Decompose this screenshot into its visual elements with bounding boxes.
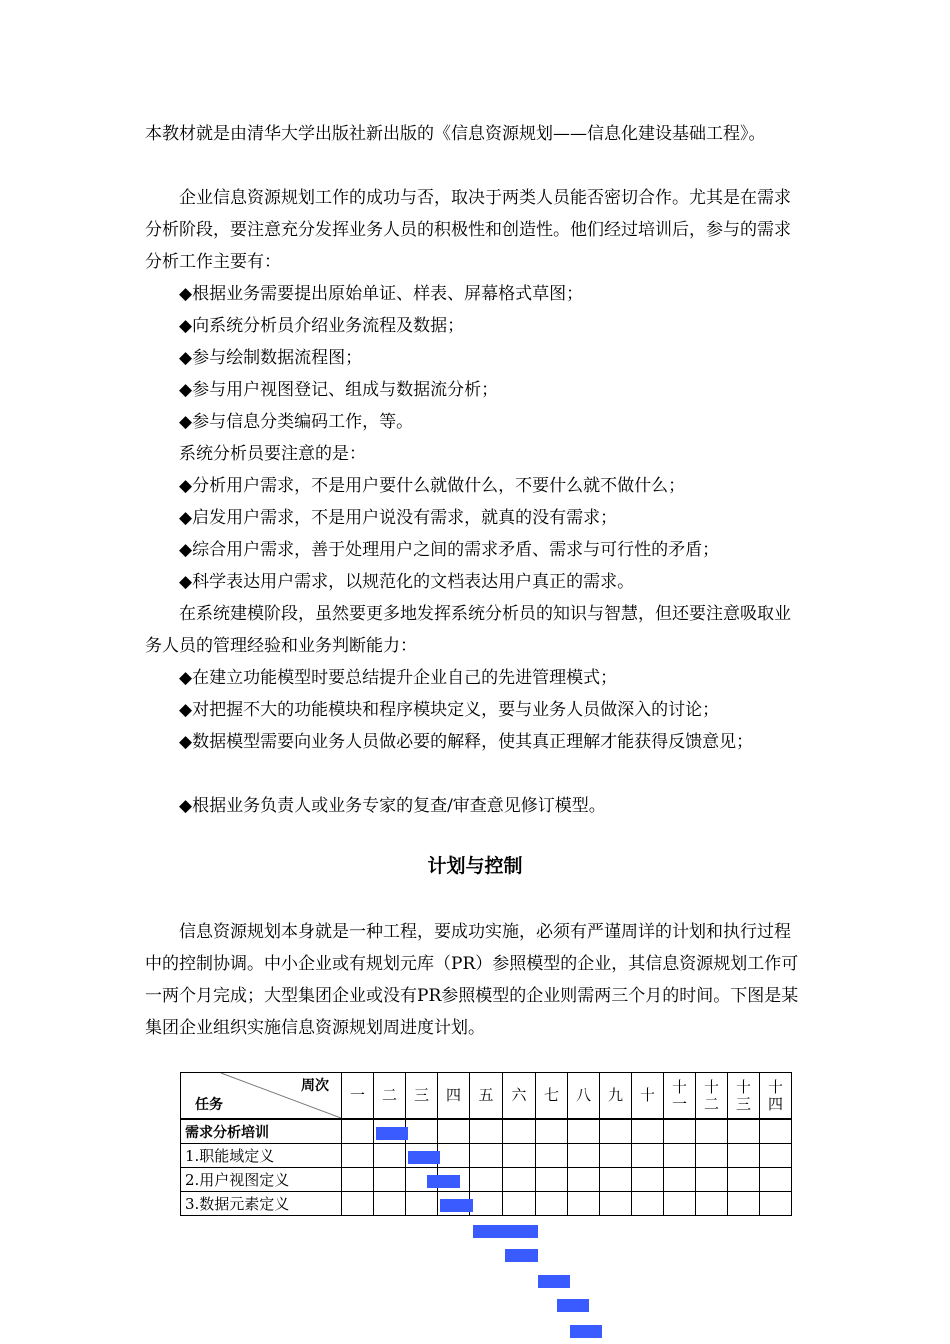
gantt-bar <box>408 1151 440 1164</box>
gantt-bar <box>376 1127 408 1140</box>
week-header-cell: 一 <box>342 1073 374 1120</box>
bullet-item: ◆参与用户视图登记、组成与数据流分析； <box>179 380 499 400</box>
task-axis-label: 任务 <box>195 1097 223 1113</box>
week-header-cell: 二 <box>374 1073 406 1120</box>
bullet-item: ◆根据业务负责人或业务专家的复查/审查意见修订模型。 <box>179 796 606 816</box>
paragraph: 在系统建模阶段，虽然要更多地发挥系统分析员的知识与智慧，但还要注意吸取业务人员的管理经验和业务判断能力： <box>145 604 791 656</box>
gantt-bar <box>557 1299 589 1312</box>
task-name: 1.职能域定义 <box>181 1144 342 1168</box>
week-header-cell: 六 <box>503 1073 536 1120</box>
week-header-cell: 十 三 <box>728 1073 760 1120</box>
week-header-cell: 十 一 <box>664 1073 696 1120</box>
task-name: 2.用户视图定义 <box>181 1168 342 1192</box>
week-header-cell: 七 <box>536 1073 568 1120</box>
gantt-task-row <box>181 1192 792 1216</box>
gantt-bar <box>440 1199 472 1212</box>
bullet-item: ◆参与信息分类编码工作，等。 <box>179 412 414 432</box>
week-header-cell: 八 <box>568 1073 600 1120</box>
bullet-item: ◆对把握不大的功能模块和程序模块定义，要与业务人员做深入的讨论； <box>179 700 720 720</box>
gantt-task-row <box>181 1119 792 1144</box>
gantt-bar <box>473 1225 538 1238</box>
gantt-table <box>180 1072 792 1216</box>
bullet-item: ◆综合用户需求，善于处理用户之间的需求矛盾、需求与可行性的矛盾； <box>179 540 720 560</box>
gantt-task-row <box>181 1168 792 1192</box>
bullet-item: ◆数据模型需要向业务人员做必要的解释，使其真正理解才能获得反馈意见； <box>179 732 754 752</box>
bullet-item: ◆科学表达用户需求，以规范化的文档表达用户真正的需求。 <box>179 572 635 592</box>
bullet-item: ◆参与绘制数据流程图； <box>179 348 363 368</box>
bullet-item: ◆根据业务需要提出原始单证、样表、屏幕格式草图； <box>179 284 584 304</box>
bullet-item: ◆在建立功能模型时要总结提升企业自己的先进管理模式； <box>179 668 618 688</box>
week-header-cell: 四 <box>438 1073 470 1120</box>
week-header-cell: 三 <box>406 1073 438 1120</box>
paragraph: 企业信息资源规划工作的成功与否，取决于两类人员能否密切合作。尤其是在需求分析阶段，要注意充分发挥业务人员的积极性和创造性。他们经过培训后，参与的需求分析工作主要有： <box>145 188 791 272</box>
gantt-bar <box>505 1249 537 1262</box>
week-header-cell: 十 <box>632 1073 664 1120</box>
bullet-item: ◆分析用户需求，不是用户要什么就做什么，不要什么就不做什么； <box>179 476 686 496</box>
task-name: 3.数据元素定义 <box>181 1192 342 1216</box>
bullet-item: ◆启发用户需求，不是用户说没有需求，就真的没有需求； <box>179 508 618 528</box>
paragraph: 本教材就是由清华大学出版社新出版的《信息资源规划——信息化建设基础工程》。 <box>145 124 766 144</box>
paragraph: 系统分析员要注意的是： <box>179 444 366 464</box>
gantt-bar <box>538 1275 570 1288</box>
week-axis-label: 周次 <box>301 1078 329 1094</box>
gantt-task-row <box>181 1144 792 1168</box>
gantt-header-row <box>181 1073 792 1120</box>
gantt-corner-cell <box>181 1073 342 1120</box>
section-title: 计划与控制 <box>427 855 523 877</box>
week-header-cell: 九 <box>600 1073 632 1120</box>
gantt-bar <box>570 1325 602 1338</box>
week-header-cell: 十 四 <box>760 1073 792 1120</box>
paragraph: 信息资源规划本身就是一种工程，要成功实施，必须有严谨周详的计划和执行过程中的控制协调。中小企业或有规划元库（PR）参照模型的企业，其信息资源规划工作可一两个月完成；大型集团企业或没有PR参照模型的企业则需两三个月的时间。下图是某集团企业组织实施信息资源规划周进度计划。 <box>145 922 799 1038</box>
week-header-cell: 五 <box>470 1073 503 1120</box>
task-name: 需求分析培训 <box>181 1119 342 1144</box>
week-header-cell: 十 二 <box>696 1073 728 1120</box>
gantt-bar <box>427 1175 459 1188</box>
bullet-item: ◆向系统分析员介绍业务流程及数据； <box>179 316 465 336</box>
